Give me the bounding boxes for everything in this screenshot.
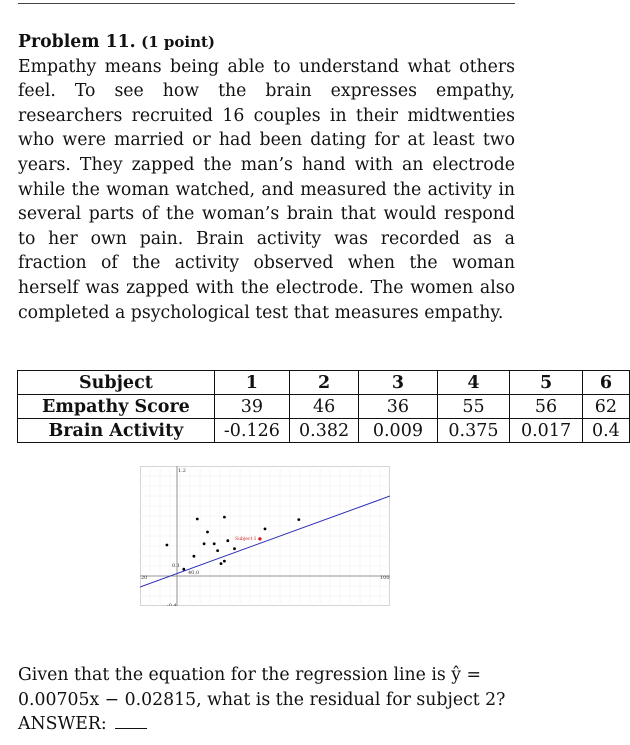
brain-cell: 0.4 — [582, 419, 629, 443]
subject-cell: 2 — [289, 371, 358, 395]
brain-cell: -0.126 — [214, 419, 289, 443]
problem-title: Problem 11. — [18, 32, 136, 52]
row-header-brain: Brain Activity — [18, 419, 215, 443]
data-point — [226, 539, 229, 542]
empathy-cell: 56 — [510, 395, 583, 419]
brain-cell: 0.375 — [437, 419, 510, 443]
problem-statement — [18, 30, 515, 325]
data-point — [223, 560, 226, 563]
y-top-label: 1.2 — [178, 468, 186, 474]
data-point — [213, 542, 216, 545]
subject-cell: 5 — [510, 371, 583, 395]
data-point — [203, 542, 206, 545]
data-point — [196, 518, 199, 521]
brain-cell: 0.382 — [289, 419, 358, 443]
empathy-cell: 55 — [437, 395, 510, 419]
x-left-label: 20 — [141, 575, 148, 581]
question-line-2: 0.00705x − 0.02815, what is the residual for subject 2? — [18, 689, 506, 710]
data-table — [17, 370, 630, 443]
data-point — [166, 544, 169, 547]
y-mid-label: 0.1 — [172, 563, 180, 569]
data-point — [216, 549, 219, 552]
x-mid-label: 40,0 — [188, 570, 200, 576]
subject-cell: 4 — [437, 371, 510, 395]
empathy-cell: 62 — [582, 395, 629, 419]
empathy-cell: 36 — [359, 395, 438, 419]
row-header-subject: Subject — [18, 371, 215, 395]
question — [18, 663, 515, 737]
data-point — [297, 518, 300, 521]
empathy-cell: 46 — [289, 395, 358, 419]
question-line-1: Given that the equation for the regression line is ŷ = — [18, 665, 481, 685]
subject-row — [18, 371, 630, 395]
x-right-label: 100 — [380, 575, 390, 581]
subject-cell: 6 — [582, 371, 629, 395]
data-table-container — [0, 360, 630, 450]
brain-cell: 0.009 — [359, 419, 438, 443]
subject-cell: 3 — [359, 371, 438, 395]
empathy-cell: 39 — [214, 395, 289, 419]
data-point — [264, 528, 267, 531]
problem-text: Empathy means being able to understand what others feel. To see how the brain expresses empathy, researchers recruited 16 couples in their midtwenties who were married or had been dating for at least two years. They zapped the man’s hand with an electrode while the woman watched, and measured the activity in several parts of the woman’s brain that would respond to her own pain. Brain activity was recorded as a fraction of the activity observed when the woman herself was zapped with the electrode. The women also completed a psychological test that measures empathy. — [18, 56, 515, 323]
y-bottom-label: -0.4 — [167, 603, 177, 606]
data-point — [223, 516, 226, 519]
row-header-empathy: Empathy Score — [18, 395, 215, 419]
scatter-plot — [140, 466, 390, 606]
data-point — [193, 555, 196, 558]
data-point — [206, 531, 209, 534]
subject-cell: 1 — [214, 371, 289, 395]
brain-row — [18, 419, 630, 443]
problem-points: (1 point) — [141, 33, 216, 51]
data-point — [233, 547, 236, 550]
brain-cell: 0.017 — [510, 419, 583, 443]
data-point — [220, 562, 223, 565]
answer-label: ANSWER: — [18, 714, 107, 735]
empathy-row — [18, 395, 630, 419]
data-point — [182, 568, 185, 571]
top-divider — [18, 3, 515, 4]
point-annotation: Subject 1 ● — [235, 537, 262, 542]
answer-input[interactable] — [115, 714, 147, 729]
